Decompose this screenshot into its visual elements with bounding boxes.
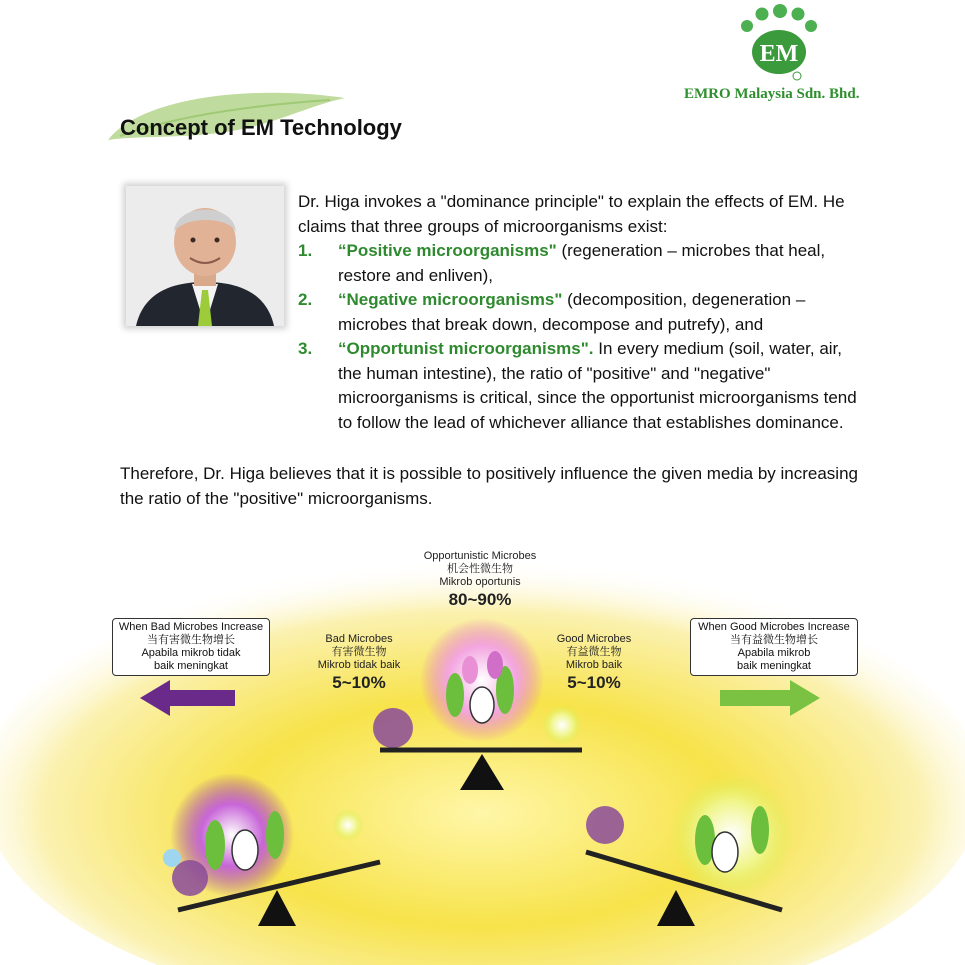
- bad-microbe-icon: [373, 708, 413, 748]
- intro-paragraph: Dr. Higa invokes a "dominance principle" to explain the effects of EM. He claims that three groups of microorganisms exist:: [298, 192, 845, 236]
- list-text: (decomposition, degeneration – microbes that break down, decompose and putrefy), and: [338, 290, 806, 334]
- good-microbe-icon: [542, 705, 582, 745]
- opportunistic-percentage: 80~90%: [448, 590, 512, 609]
- company-name: EMRO Malaysia Sdn. Bhd.: [684, 86, 860, 102]
- dominance-diagram: [0, 540, 965, 965]
- good-microbes-label: Good Microbes 有益微生物 Mikrob baik 5~10%: [535, 633, 653, 694]
- conclusion-paragraph: Therefore, Dr. Higa believes that it is possible to positively influence the given media by increasing the ratio of the "positive" microorganisms.: [120, 464, 858, 508]
- list-term: “Negative microorganisms": [338, 290, 563, 309]
- emro-logo: [735, 4, 825, 84]
- page-title: Concept of EM Technology: [120, 115, 402, 140]
- list-term: “Positive microorganisms": [338, 241, 557, 260]
- list-text: (regeneration – microbes that heal, restore and enliven),: [338, 241, 826, 285]
- good-increase-callout: When Good Microbes Increase 当有益微生物增长 Apabila mikrob baik meningkat: [690, 618, 858, 676]
- list-text: In every medium (soil, water, air, the human intestine), the ratio of "positive" and "negative" microorganisms is critical, since the opportunist microorganisms tend to follow the lead of whichever alliance that establishes dominance.: [338, 339, 857, 432]
- portrait-photo: [126, 186, 284, 326]
- list-number: 2.: [298, 290, 313, 309]
- list-number: 1.: [298, 241, 313, 260]
- list-number: 3.: [298, 339, 313, 358]
- bad-percentage: 5~10%: [332, 673, 386, 692]
- good-percentage: 5~10%: [567, 673, 621, 692]
- bad-microbes-label: Bad Microbes 有害微生物 Mikrob tidak baik 5~10%: [300, 633, 418, 694]
- opportunistic-microbes-label: Opportunistic Microbes 机会性微生物 Mikrob oportunis 80~90%: [405, 550, 555, 611]
- bad-increase-callout: When Bad Microbes Increase 当有害微生物增长 Apabila mikrob tidak baik meningkat: [112, 618, 270, 676]
- list-term: “Opportunist microorganisms".: [338, 339, 594, 358]
- logo-text: EM: [759, 41, 799, 67]
